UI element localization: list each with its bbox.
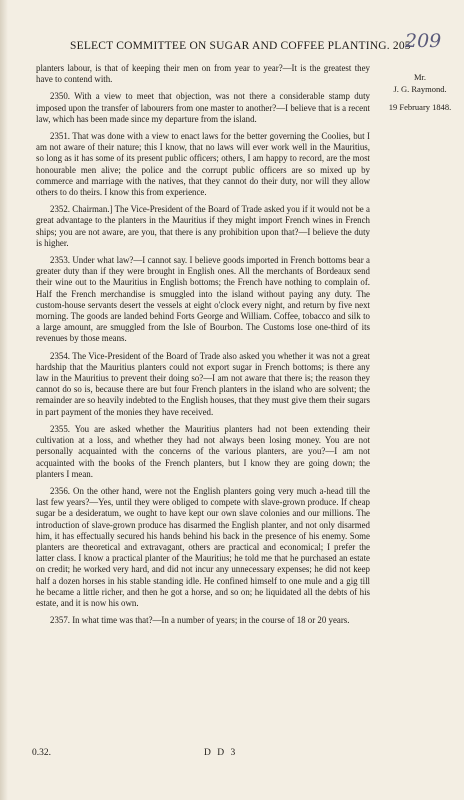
paragraph: 2351. That was done with a view to enact laws for the better governing the Coolies, but I am not aware of their nature; this I know, that no laws will ever work well in the Mauritius, so long as it has some of its present public officers; others, I am happy to record, are the most honourable men alive; the police and the corrupt public officers are so mixed up by commerce and marriage with the natives, that they cannot do their duty, nor will they allow others to do theirs. I know this from experience. [36,131,370,198]
running-title: SELECT COMMITTEE ON SUGAR AND COFFEE PLANTING. 205 [70,40,411,52]
margin-note-title: Mr. [413,72,427,82]
footer-signature-mark: D D 3 [204,748,238,758]
paragraph: 2350. With a view to meet that objection, was not there a considerable stamp duty imposed upon the transfer of labourers from one master to another?—I believe that is a recent law, which has been made since my departure from the island. [36,91,370,124]
paragraph: 2353. Under what law?—I cannot say. I believe goods imported in French bottoms bear a greater duty than if they were brought in English ones. All the merchants of Bordeaux send their wine out to the Mauritius in English bottoms; the French have nothing to complain of. Half the French merchandise is smuggled into the island without paying any duty. The custom-house servants desert the vessels at eight o'clock every night, and return by five next morning. The goods are landed behind Forts George and William. Coffee, tobacco and silk to a large amount, are smuggled from the Isle of Bourbon. The Customs lose one-third of its revenues by those means. [36,255,370,344]
paragraph: 2357. In what time was that?—In a number of years; in the course of 18 or 20 years. [50,615,350,626]
page-binding-shadow [0,0,8,800]
handwritten-folio-number: 209 [405,30,442,52]
paragraph: 2355. You are asked whether the Mauritius planters had not been extending their cultivation at a loss, and whether they had not always been losing money. You are not personally acquainted with the concerns of the various planters, are you?—I am not acquainted with the books of the French planters, but I know they are going down; the planters I mean. [36,423,370,479]
paragraph: 2354. The Vice-President of the Board of Trade also asked you whether it was not a great hardship that the Mauritius planters could not export sugar in French bottoms; is there any law in the Mauritius to prevent their doing so?—I am not aware that there is; the reason they cannot do so is, because there are but four French planters in the island who are solvent; the remainder are so heavily indebted to the English houses, that they must give them their sugars in part payment of the monies they have received. [36,350,370,417]
margin-note-witness-name: J. G. Raymond. [393,84,447,94]
paragraph: 2356. On the other hand, were not the English planters going very much a-head till the last few years?—Yes, until they were obliged to compete with slave-grown produce. If cheap sugar be a desideratum, we ought to have kept our own slave colonies and our millions. The introduction of slave-grown produce has disarmed the English planter, and not only disarmed him, it has effectually secured his hands behind his back in the presence of his enemy. Some planters are theoretical and extravagant, others are practical and economical; I prefer the latter class. I know a practical planter of the Mauritius; he told me that he purchased an estate on credit; he worked very hard, and did not incur any unnecessary expenses; he did not keep half a dozen horses in his stable standing idle. He confined himself to one mule and a gig till he became a little richer, and then he got a horse, and so on; he liquidated all the debts of his estate, and it is now his own. [36,485,370,608]
footer-sheet-number: 0.32. [32,748,51,758]
page-body [36,63,370,632]
paragraph: 2352. Chairman.] The Vice-President of the Board of Trade asked you if it would not be a great advantage to the planters in the Mauritius if they might import French wines in French ships; you are not aware, are you, that there is any prohibition upon that?—I believe the duty is higher. [36,204,370,248]
paragraph: planters labour, is that of keeping their men on from year to year?—It is the greatest they have to contend with. [36,63,370,85]
margin-note-date: 19 February 1848. [388,102,452,112]
